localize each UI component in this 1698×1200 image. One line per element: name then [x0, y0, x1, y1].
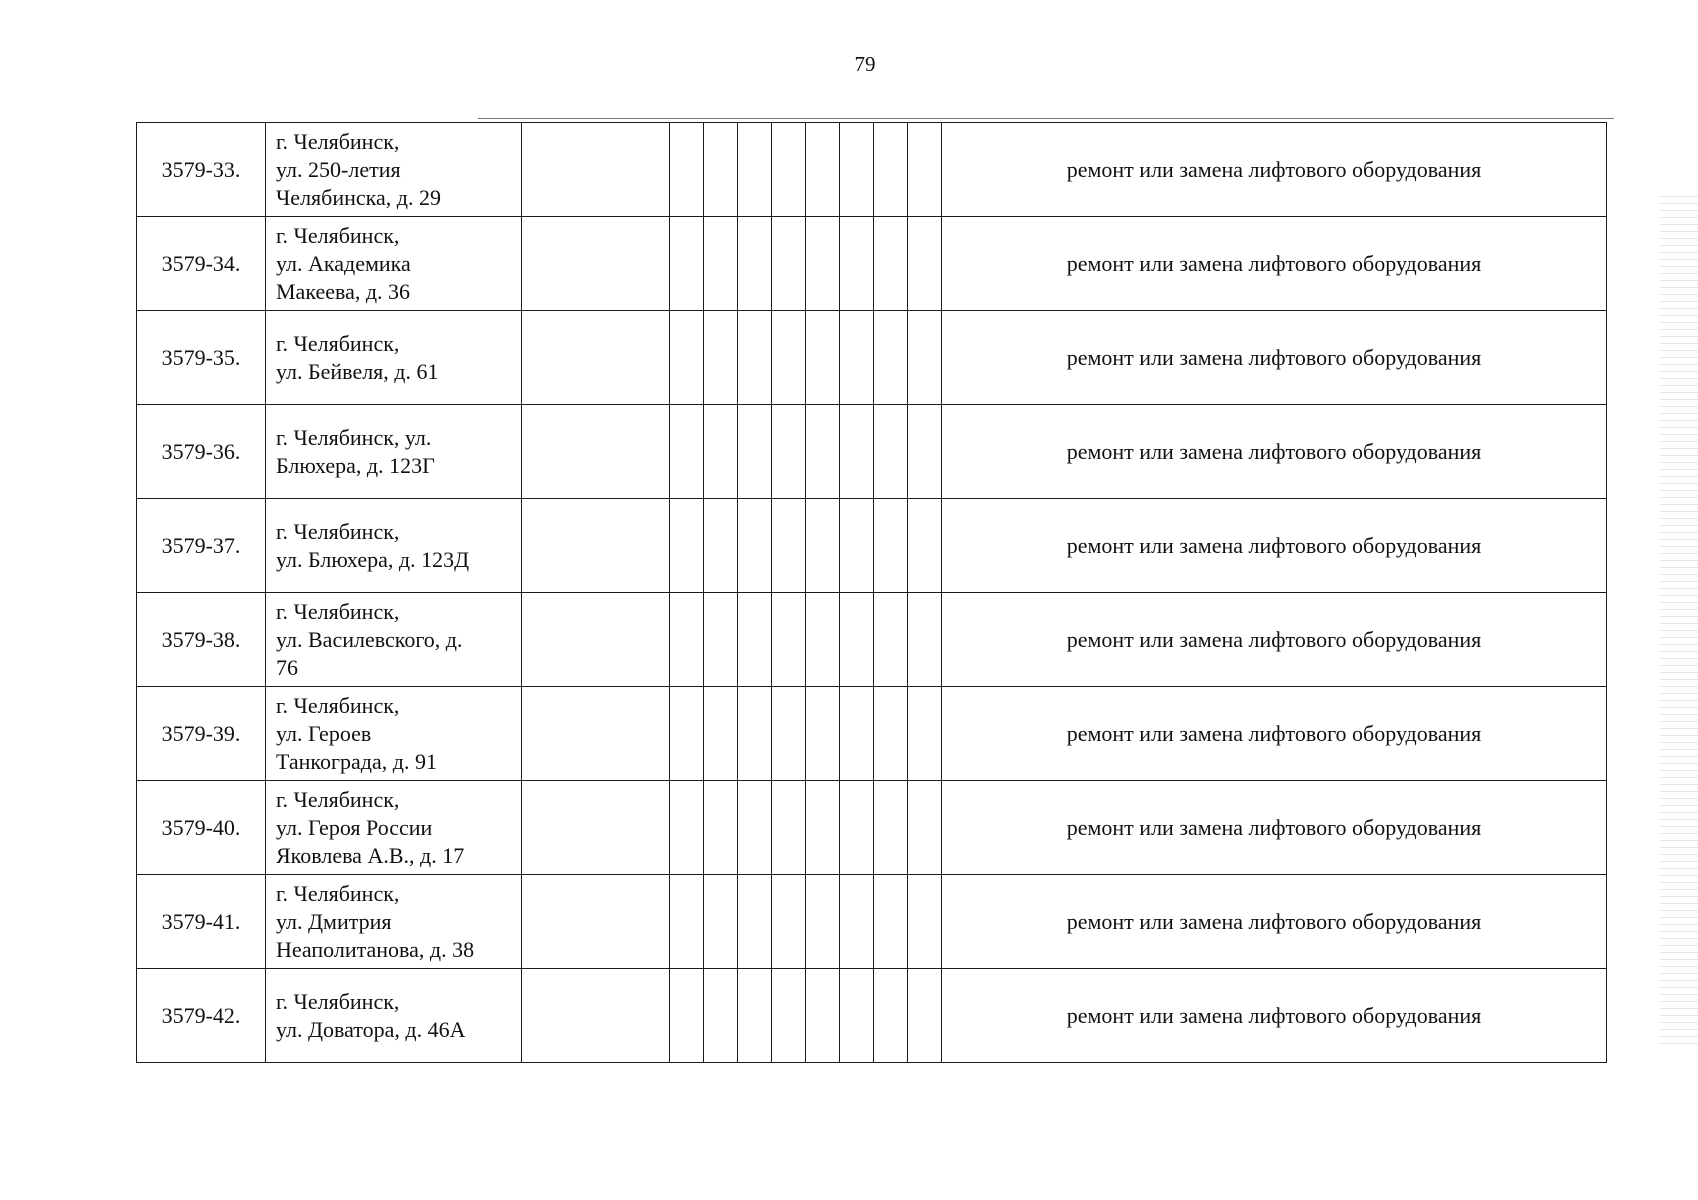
row-number: 3579-33. [137, 123, 266, 217]
empty-narrow-cell [772, 687, 806, 781]
address-line: ул. Героев [276, 720, 372, 746]
address-line: Яковлева А.В., д. 17 [276, 842, 465, 868]
empty-narrow-cell [908, 217, 942, 311]
empty-narrow-cell [806, 969, 840, 1063]
empty-narrow-cell [908, 499, 942, 593]
empty-narrow-cell [704, 781, 738, 875]
register-table-body [137, 123, 1607, 1063]
row-number: 3579-39. [137, 687, 266, 781]
empty-narrow-cell [670, 875, 704, 969]
empty-narrow-cell [738, 311, 772, 405]
address-line: ул. Бейвеля, д. 61 [276, 358, 439, 384]
empty-narrow-cell [806, 217, 840, 311]
empty-narrow-cell [738, 593, 772, 687]
empty-narrow-cell [772, 593, 806, 687]
address-cell [266, 781, 522, 875]
address-line: г. Челябинск, [276, 786, 400, 812]
address-cell [266, 311, 522, 405]
empty-narrow-cell [738, 875, 772, 969]
row-number: 3579-36. [137, 405, 266, 499]
empty-narrow-cell [670, 311, 704, 405]
scan-edge-marks [1660, 190, 1698, 1050]
empty-narrow-cell [806, 687, 840, 781]
empty-narrow-cell [806, 405, 840, 499]
address-line: г. Челябинск, [276, 518, 400, 544]
empty-narrow-cell [908, 311, 942, 405]
empty-cell [522, 217, 670, 311]
empty-narrow-cell [704, 123, 738, 217]
empty-cell [522, 875, 670, 969]
work-type-cell: ремонт или замена лифтового оборудования [942, 875, 1607, 969]
empty-narrow-cell [772, 969, 806, 1063]
empty-narrow-cell [806, 593, 840, 687]
table-row [137, 311, 1607, 405]
empty-cell [522, 405, 670, 499]
empty-cell [522, 311, 670, 405]
empty-narrow-cell [772, 499, 806, 593]
empty-narrow-cell [670, 593, 704, 687]
address-line: ул. Василевского, д. [276, 626, 463, 652]
empty-narrow-cell [738, 969, 772, 1063]
empty-narrow-cell [908, 405, 942, 499]
empty-narrow-cell [738, 687, 772, 781]
empty-narrow-cell [772, 781, 806, 875]
empty-narrow-cell [840, 405, 874, 499]
table-row [137, 593, 1607, 687]
empty-narrow-cell [704, 969, 738, 1063]
address-line: г. Челябинск, [276, 128, 400, 154]
top-rule [478, 118, 1614, 119]
empty-cell [522, 593, 670, 687]
empty-narrow-cell [908, 969, 942, 1063]
empty-narrow-cell [670, 405, 704, 499]
empty-narrow-cell [704, 875, 738, 969]
address-cell [266, 687, 522, 781]
empty-narrow-cell [670, 123, 704, 217]
empty-narrow-cell [738, 781, 772, 875]
table-row [137, 499, 1607, 593]
address-line: Неаполитанова, д. 38 [276, 936, 475, 962]
empty-narrow-cell [874, 687, 908, 781]
page-number: 79 [854, 52, 876, 76]
address-line: ул. Дмитрия [276, 908, 392, 934]
empty-narrow-cell [806, 875, 840, 969]
empty-narrow-cell [874, 405, 908, 499]
work-type-cell: ремонт или замена лифтового оборудования [942, 499, 1607, 593]
empty-narrow-cell [738, 499, 772, 593]
empty-cell [522, 687, 670, 781]
address-line: г. Челябинск, [276, 330, 400, 356]
empty-narrow-cell [840, 499, 874, 593]
empty-cell [522, 781, 670, 875]
empty-narrow-cell [738, 217, 772, 311]
empty-narrow-cell [840, 875, 874, 969]
empty-narrow-cell [772, 405, 806, 499]
table-row [137, 687, 1607, 781]
empty-narrow-cell [772, 217, 806, 311]
empty-narrow-cell [670, 969, 704, 1063]
empty-narrow-cell [772, 123, 806, 217]
work-type-cell: ремонт или замена лифтового оборудования [942, 311, 1607, 405]
address-line: Челябинска, д. 29 [276, 184, 441, 210]
address-line: ул. Доватора, д. 46А [276, 1016, 466, 1042]
empty-narrow-cell [840, 311, 874, 405]
empty-narrow-cell [738, 123, 772, 217]
empty-narrow-cell [874, 593, 908, 687]
empty-narrow-cell [840, 969, 874, 1063]
empty-narrow-cell [772, 875, 806, 969]
empty-narrow-cell [670, 781, 704, 875]
empty-narrow-cell [670, 687, 704, 781]
address-line: г. Челябинск, [276, 692, 400, 718]
empty-narrow-cell [806, 123, 840, 217]
empty-narrow-cell [704, 687, 738, 781]
empty-narrow-cell [738, 405, 772, 499]
empty-cell [522, 499, 670, 593]
table-row [137, 875, 1607, 969]
empty-narrow-cell [670, 217, 704, 311]
address-line: г. Челябинск, ул. [276, 424, 432, 450]
register-table [136, 122, 1607, 1063]
address-cell [266, 593, 522, 687]
address-line: ул. Блюхера, д. 123Д [276, 546, 470, 572]
empty-narrow-cell [806, 311, 840, 405]
table-row [137, 969, 1607, 1063]
table-row [137, 781, 1607, 875]
empty-narrow-cell [806, 781, 840, 875]
address-line: Блюхера, д. 123Г [276, 452, 435, 478]
row-number: 3579-34. [137, 217, 266, 311]
empty-narrow-cell [670, 499, 704, 593]
empty-cell [522, 123, 670, 217]
empty-narrow-cell [908, 123, 942, 217]
address-line: ул. 250-летия [276, 156, 401, 182]
work-type-cell: ремонт или замена лифтового оборудования [942, 593, 1607, 687]
empty-narrow-cell [704, 593, 738, 687]
work-type-cell: ремонт или замена лифтового оборудования [942, 687, 1607, 781]
empty-narrow-cell [704, 217, 738, 311]
table-row [137, 123, 1607, 217]
empty-narrow-cell [874, 781, 908, 875]
table-row [137, 405, 1607, 499]
address-line: г. Челябинск, [276, 598, 400, 624]
address-line: ул. Героя России [276, 814, 433, 840]
address-line: ул. Академика [276, 250, 411, 276]
work-type-cell: ремонт или замена лифтового оборудования [942, 123, 1607, 217]
address-cell [266, 405, 522, 499]
empty-narrow-cell [704, 311, 738, 405]
address-cell [266, 969, 522, 1063]
empty-narrow-cell [840, 593, 874, 687]
empty-narrow-cell [840, 781, 874, 875]
empty-narrow-cell [874, 875, 908, 969]
empty-narrow-cell [908, 875, 942, 969]
empty-narrow-cell [704, 405, 738, 499]
row-number: 3579-37. [137, 499, 266, 593]
table-row [137, 217, 1607, 311]
empty-narrow-cell [908, 781, 942, 875]
empty-narrow-cell [840, 217, 874, 311]
address-line: Танкограда, д. 91 [276, 748, 437, 774]
row-number: 3579-42. [137, 969, 266, 1063]
address-cell [266, 499, 522, 593]
empty-narrow-cell [874, 311, 908, 405]
address-line: г. Челябинск, [276, 880, 400, 906]
work-type-cell: ремонт или замена лифтового оборудования [942, 781, 1607, 875]
address-line: г. Челябинск, [276, 222, 400, 248]
address-cell [266, 875, 522, 969]
empty-narrow-cell [908, 593, 942, 687]
empty-narrow-cell [840, 123, 874, 217]
row-number: 3579-41. [137, 875, 266, 969]
address-line: 76 [276, 654, 298, 680]
address-cell [266, 217, 522, 311]
work-type-cell: ремонт или замена лифтового оборудования [942, 217, 1607, 311]
empty-narrow-cell [908, 687, 942, 781]
work-type-cell: ремонт или замена лифтового оборудования [942, 969, 1607, 1063]
empty-narrow-cell [874, 217, 908, 311]
address-cell [266, 123, 522, 217]
empty-cell [522, 969, 670, 1063]
empty-narrow-cell [772, 311, 806, 405]
empty-narrow-cell [874, 123, 908, 217]
empty-narrow-cell [874, 499, 908, 593]
empty-narrow-cell [704, 499, 738, 593]
row-number: 3579-40. [137, 781, 266, 875]
row-number: 3579-38. [137, 593, 266, 687]
empty-narrow-cell [874, 969, 908, 1063]
empty-narrow-cell [806, 499, 840, 593]
row-number: 3579-35. [137, 311, 266, 405]
address-line: г. Челябинск, [276, 988, 400, 1014]
address-line: Макеева, д. 36 [276, 278, 411, 304]
empty-narrow-cell [840, 687, 874, 781]
work-type-cell: ремонт или замена лифтового оборудования [942, 405, 1607, 499]
